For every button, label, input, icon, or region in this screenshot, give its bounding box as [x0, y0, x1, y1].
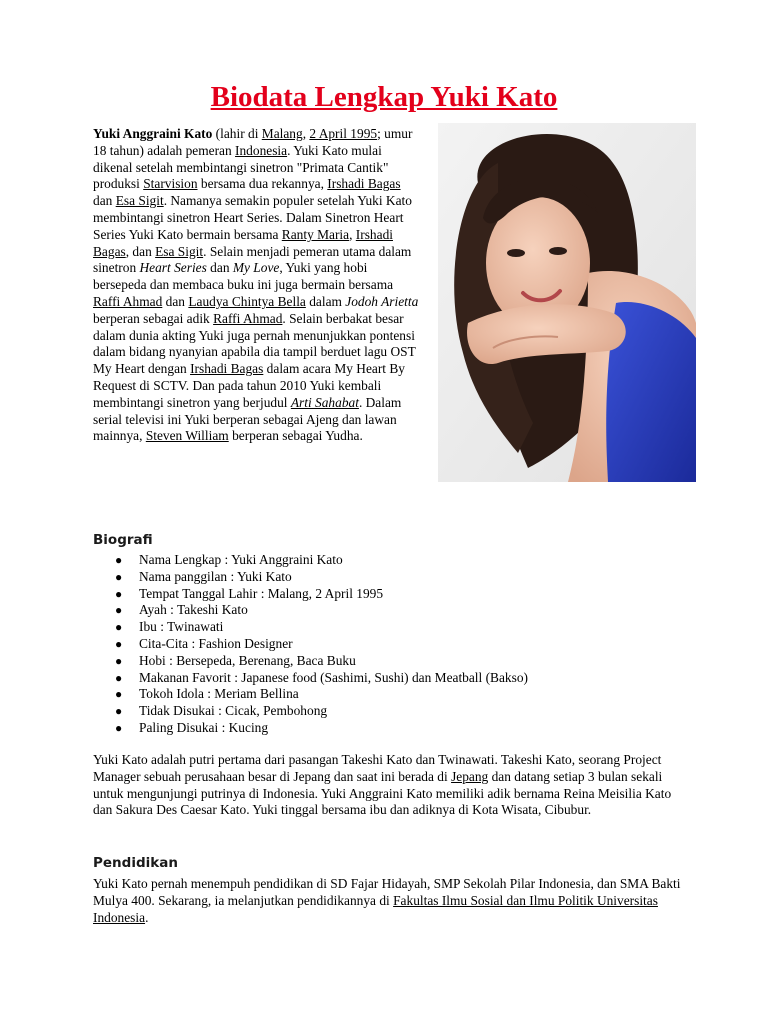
- bullet-icon: ●: [115, 720, 123, 735]
- text-run: berperan sebagai Yudha.: [228, 428, 363, 444]
- inline-link[interactable]: Laudya Chintya Bella: [188, 293, 306, 309]
- text-run: ,: [349, 226, 356, 242]
- list-item: [93, 552, 528, 569]
- intro-text: [93, 126, 423, 445]
- list-item: [93, 653, 528, 670]
- text-run: dalam acara My Heart By Request di SCTV. Dan pada tahun 2010 Yuki kembali membintangi sinetron yang berjudul: [93, 361, 405, 410]
- bullet-icon: ●: [115, 670, 123, 685]
- text-run: berperan sebagai adik: [93, 310, 214, 326]
- inline-link[interactable]: Jepang: [451, 768, 489, 784]
- inline-link[interactable]: Irshadi Bagas: [190, 361, 264, 377]
- bullet-icon: ●: [115, 569, 123, 584]
- text-run: dan: [93, 193, 116, 209]
- text-run: . Namanya semakin populer setelah Yuki Kato membintangi sinetron Heart Series. Dalam Sinetron Heart Series Yuki Kato bermain bersama: [93, 193, 412, 242]
- family-paragraph: [93, 752, 683, 819]
- list-item-text: Tempat Tanggal Lahir : Malang, 2 April 1995: [139, 585, 384, 601]
- biografi-heading: Biografi: [93, 532, 153, 548]
- list-item-text: Ibu : Twinawati: [139, 619, 224, 635]
- bullet-icon: ●: [115, 704, 123, 719]
- list-item-text: Paling Disukai : Kucing: [139, 719, 269, 735]
- inline-link[interactable]: Steven William: [145, 428, 229, 444]
- text-run: dan: [206, 260, 233, 276]
- list-item: [93, 586, 528, 603]
- text-run: Yuki Anggraini Kato: [93, 126, 213, 141]
- list-item-text: Makanan Favorit : Japanese food (Sashimi, Sushi) dan Meatball (Bakso): [139, 669, 528, 685]
- inline-link[interactable]: Esa Sigit: [115, 193, 164, 209]
- text-run: Yuki Kato pernah menempuh pendidikan di SD Fajar Hidayah, SMP Sekolah Pilar Indonesia, dan SMA Bakti Mulya 400. Sekarang, ia melanjutkan pendidikannya di: [93, 876, 681, 908]
- text-run: dalam: [305, 293, 346, 309]
- intro-paragraph: [93, 126, 423, 445]
- text-run: ; umur 18 tahun) adalah pemeran: [93, 126, 413, 158]
- text-run: My Love: [232, 260, 280, 276]
- text-run: Yuki Kato adalah putri pertama dari pasangan Takeshi Kato dan Twinawati. Takeshi Kato, seorang Project Manager sebuah perusahaan besar di Jepang dan saat ini berada di: [93, 752, 662, 784]
- inline-link[interactable]: Arti Sahabat: [290, 394, 359, 410]
- list-item: [93, 636, 528, 653]
- list-item-text: Ayah : Takeshi Kato: [139, 602, 248, 618]
- inline-link[interactable]: Indonesia: [235, 142, 288, 158]
- inline-link[interactable]: Fakultas Ilmu Sosial dan Ilmu Politik Universitas Indonesia: [93, 892, 658, 925]
- inline-link[interactable]: Starvision: [143, 176, 198, 192]
- pendidikan-paragraph: [93, 876, 683, 926]
- list-item: [93, 686, 528, 703]
- bullet-icon: ●: [115, 687, 123, 702]
- bullet-icon: ●: [115, 586, 123, 601]
- bullet-icon: ●: [115, 553, 123, 567]
- list-item: [93, 619, 528, 636]
- inline-link[interactable]: Malang: [261, 126, 303, 141]
- text-run: dan: [162, 293, 189, 309]
- inline-link[interactable]: Irshadi Bagas: [327, 176, 401, 192]
- text-run: . Selain berbakat besar dalam dunia akting Yuki juga pernah menunjukkan pontensi dalam bidang nyanyian apabila dia tampil berduet lagu OST My Heart dengan: [93, 310, 416, 377]
- list-item-text: Tidak Disukai : Cicak, Pembohong: [139, 703, 328, 719]
- text-run: (lahir di: [212, 126, 262, 141]
- text-run: , Yuki yang hobi bersepeda dan membaca buku ini juga bermain bersama: [93, 260, 394, 293]
- list-item: [93, 703, 528, 720]
- portrait-photo: [438, 123, 696, 482]
- page-title: Biodata Lengkap Yuki Kato: [210, 81, 558, 114]
- text-run: Jodoh Arietta: [345, 293, 419, 309]
- list-item: [93, 670, 528, 687]
- list-item-text: Nama Lengkap : Yuki Anggraini Kato: [139, 552, 343, 567]
- list-item: [93, 569, 528, 586]
- biografi-list: [93, 552, 528, 737]
- text-run: . Yuki Kato mulai dikenal setelah membintangi sinetron "Primata Cantik" produksi: [93, 142, 389, 192]
- bullet-icon: ●: [115, 603, 123, 618]
- list-item-text: Nama panggilan : Yuki Kato: [139, 568, 292, 584]
- bullet-icon: ●: [115, 620, 123, 635]
- text-run: ,: [302, 126, 310, 141]
- list-item: [93, 602, 528, 619]
- list-item-text: Tokoh Idola : Meriam Bellina: [139, 686, 299, 702]
- bullet-icon: ●: [115, 653, 123, 668]
- text-run: bersama dua rekannya,: [197, 176, 328, 192]
- text-run: dan datang setiap 3 bulan sekali untuk mengunjungi putrinya di Indonesia. Yuki Anggraini Kato memiliki adik bernama Reina Meisilia Kato dan Sakura Des Caesar Kato. Yuki tinggal bersama ibu dan adiknya di Kota Wisata, Cibubur.: [93, 768, 672, 818]
- list-item-text: Cita-Cita : Fashion Designer: [139, 635, 293, 651]
- list-item-text: Hobi : Bersepeda, Berenang, Baca Buku: [139, 652, 356, 668]
- inline-link[interactable]: Raffi Ahmad: [213, 310, 283, 326]
- inline-link[interactable]: Irshadi Bagas: [93, 226, 393, 259]
- text-run: , dan: [125, 243, 156, 259]
- text-run: Heart Series: [139, 260, 207, 276]
- inline-link[interactable]: 2 April 1995: [309, 126, 378, 141]
- text-run: . Selain menjadi pemeran utama dalam sinetron: [93, 243, 412, 276]
- bullet-icon: ●: [115, 636, 123, 651]
- text-run: . Dalam serial televisi ini Yuki berperan sebagai Ajeng dan lawan mainnya,: [93, 394, 402, 444]
- inline-link[interactable]: Esa Sigit: [155, 243, 204, 259]
- inline-link[interactable]: Ranty Maria: [281, 226, 350, 242]
- pendidikan-heading: Pendidikan: [93, 855, 178, 871]
- inline-link[interactable]: Raffi Ahmad: [93, 293, 163, 309]
- list-item: [93, 720, 528, 737]
- text-run: .: [145, 909, 149, 925]
